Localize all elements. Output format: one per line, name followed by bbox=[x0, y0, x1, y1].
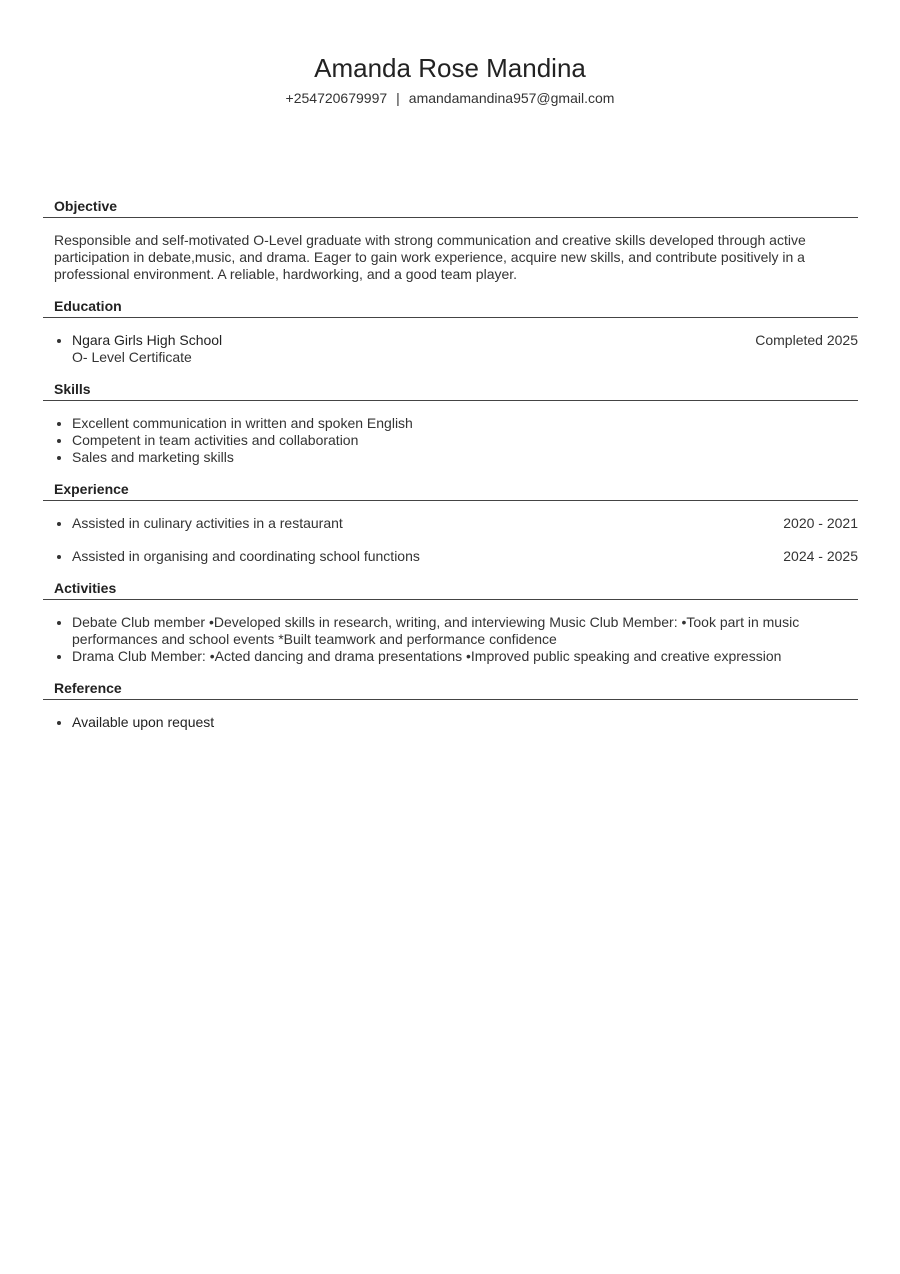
education-date: Completed 2025 bbox=[755, 332, 858, 348]
experience-item bbox=[54, 548, 858, 565]
experience-date: 2024 - 2025 bbox=[783, 548, 858, 564]
experience-row bbox=[72, 548, 858, 565]
reference-item: Available upon request bbox=[54, 714, 858, 731]
experience-text: Assisted in culinary activities in a restaurant bbox=[72, 515, 343, 531]
skills-section bbox=[43, 380, 858, 480]
education-heading: Education bbox=[43, 297, 858, 318]
resume-header bbox=[0, 50, 900, 108]
activities-body bbox=[43, 600, 858, 679]
education-list bbox=[54, 332, 858, 366]
skill-item: Sales and marketing skills bbox=[54, 449, 858, 466]
activity-item: Drama Club Member: •Acted dancing and drama presentations •Improved public speaking and creative expression bbox=[54, 648, 858, 665]
experience-date: 2020 - 2021 bbox=[783, 515, 858, 531]
objective-section bbox=[43, 197, 858, 297]
activities-list bbox=[54, 614, 858, 665]
qualification: O- Level Certificate bbox=[72, 349, 192, 365]
activities-heading: Activities bbox=[43, 579, 858, 600]
contact-line bbox=[0, 88, 900, 108]
education-details bbox=[72, 332, 222, 366]
candidate-name: Amanda Rose Mandina bbox=[314, 53, 586, 83]
experience-section bbox=[43, 480, 858, 579]
contact-separator: | bbox=[396, 90, 400, 106]
objective-text: Responsible and self-motivated O-Level graduate with strong communication and creative skills developed through active participation in debate,music, and drama. Eager to gain work experience, acquire new skills, and contribute positively in a professional environment. A reliable, hardworking, and a good team player. bbox=[54, 232, 806, 282]
objective-heading: Objective bbox=[43, 197, 858, 218]
reference-list bbox=[54, 714, 858, 731]
experience-item bbox=[54, 515, 858, 532]
education-body bbox=[43, 318, 858, 380]
education-row bbox=[72, 332, 858, 366]
reference-section bbox=[43, 679, 858, 745]
resume-sections bbox=[43, 197, 858, 745]
email-address: amandamandina957@gmail.com bbox=[408, 90, 615, 106]
experience-text: Assisted in organising and coordinating school functions bbox=[72, 548, 420, 564]
experience-heading: Experience bbox=[43, 480, 858, 501]
phone-number: +254720679997 bbox=[285, 90, 388, 106]
reference-body bbox=[43, 700, 858, 745]
skills-list bbox=[54, 415, 858, 466]
education-section bbox=[43, 297, 858, 380]
skills-heading: Skills bbox=[43, 380, 858, 401]
skills-body bbox=[43, 401, 858, 480]
activities-section bbox=[43, 579, 858, 679]
school-name: Ngara Girls High School bbox=[72, 332, 223, 348]
activity-item: Debate Club member •Developed skills in research, writing, and interviewing Music Club Member: •Took part in music performances and school events *Built teamwork and performance confidence bbox=[54, 614, 858, 648]
skill-item: Competent in team activities and collaboration bbox=[54, 432, 858, 449]
experience-body bbox=[43, 501, 858, 579]
experience-list bbox=[54, 515, 858, 565]
skill-item: Excellent communication in written and spoken English bbox=[54, 415, 858, 432]
experience-row bbox=[72, 515, 858, 532]
reference-heading: Reference bbox=[43, 679, 858, 700]
objective-body bbox=[43, 218, 858, 297]
education-item bbox=[54, 332, 858, 366]
